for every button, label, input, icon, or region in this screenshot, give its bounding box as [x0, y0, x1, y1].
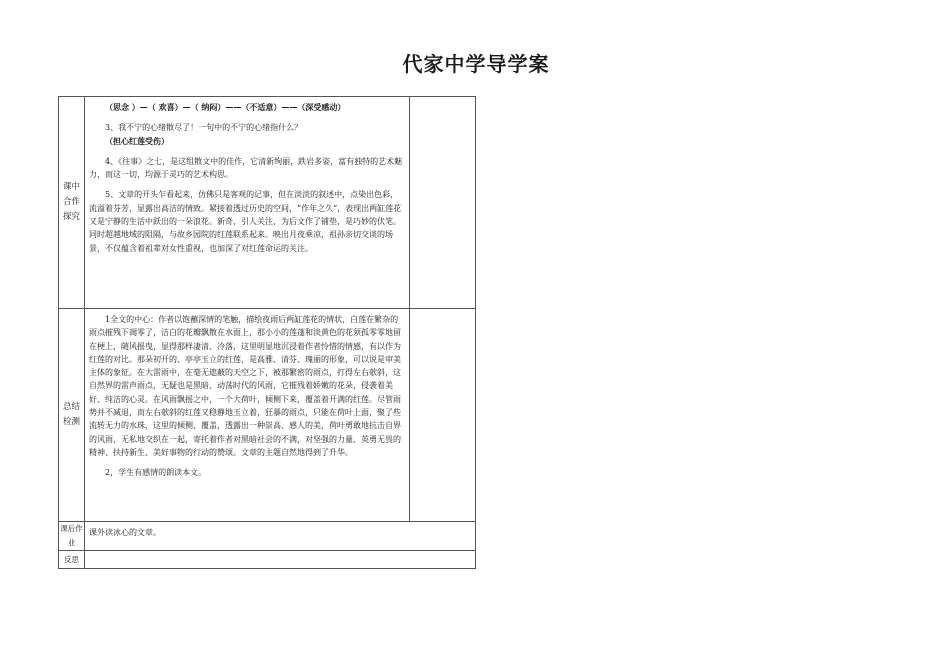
row-label-summary-test: 总结检测: [59, 309, 85, 522]
answer-emotions: （思念 ）—（ 欢喜）—（ 纳闷）——（不适意）——（深受感动）: [105, 102, 346, 112]
row-label-reflection: 反思: [59, 551, 85, 569]
page-title: 代家中学导学案: [402, 52, 550, 76]
cooperative-inquiry-content: [85, 97, 410, 309]
lesson-plan-table: [58, 96, 476, 569]
point-5: 5、文章的开头乍看起来，仿佛只是客观的记事，但在淡淡的叙述中，点染出色彩，流溢着芬芳，显露出高洁的情致。紧接着透过历史的空间，“作年之久”，表现出两缸莲花又是宁静的生活中跃出的一朵浪花。新奇，引人关注，为后文作了铺垫，是巧妙的伏笔。同时超越地域的阻隔，与故乡园院的红莲联系起来。映出月夜乘凉，祖孙亲切交谈的场景，不仅蕴含着祖辈对女性重视，也加深了对红莲命运的关注。: [89, 190, 402, 253]
reflection-content: [85, 551, 476, 569]
summary-test-content: [85, 309, 410, 522]
table-row: [59, 309, 476, 522]
summary-point-2: 2，学生有感情的朗读本文。: [105, 468, 207, 478]
point-4: 4、《往事》之七，是这组散文中的佳作，它清新绚丽，跌岩多姿，富有独特的艺术魅力，而这一切，均源于灵巧的艺术构思。: [89, 156, 403, 180]
row-label-homework: 课后作业: [59, 522, 85, 551]
table-row: [59, 522, 476, 551]
notes-cell: [410, 309, 476, 522]
homework-content: 课外读冰心的文章。: [85, 522, 476, 551]
answer-3: （担心红莲受伤）: [105, 135, 169, 146]
table-row: [59, 551, 476, 569]
table-row: [59, 97, 476, 309]
notes-cell: [410, 97, 476, 309]
question-3: 3、我不宁的心绪散尽了！一句中的不宁的心绪指什么？: [105, 123, 303, 133]
summary-point-1: 1全文的中心：作者以饱蘸深情的笔触，描绘夜雨后两缸莲花的情状，白莲在繁杂的雨点摧残下凋零了，洁白的花瓣飘散在水面上，那小小的莲蓬和淡黄色的花须孤零零地留在梗上，随风摇曳，显得那样凄清、冷落，这里明显地沉浸着作者怜惜的情感，有以作为红莲的对比。那朵初开的、亭亭玉立的红莲，是高雅、清芬、瑰丽的形象，可以说是审美主体的象征。在大雷雨中，在毫无遮蔽的天空之下，被那繁密的雨点，打得左右欹斜，这自然界的雷声雨点，无疑也是黑暗、动荡时代的风雨，它摧残着娇嫩的花朵，侵袭着美好、纯洁的心灵。在风雨飘摇之中，一个大荷叶，倾侧下来，覆盖着开满的红莲。尽管雨势并不减退，而左右欹斜的红莲又稳静地玉立着，狂暴的雨点，只能在荷叶上面，聚了些流转无力的水珠，这里的倾侧、覆盖，透露出一种崇高、感人的美，荷叶勇敢地抗击自界的风雨，无私地交织在一起，寄托着作者对黑暗社会的不满，对坚强的力量、英勇无畏的精神、扶持新生、美好事物的行动的赞颂。文章的主题自然地得到了升华。: [89, 315, 401, 457]
row-label-cooperative-inquiry: 课中合作探究: [59, 97, 85, 309]
